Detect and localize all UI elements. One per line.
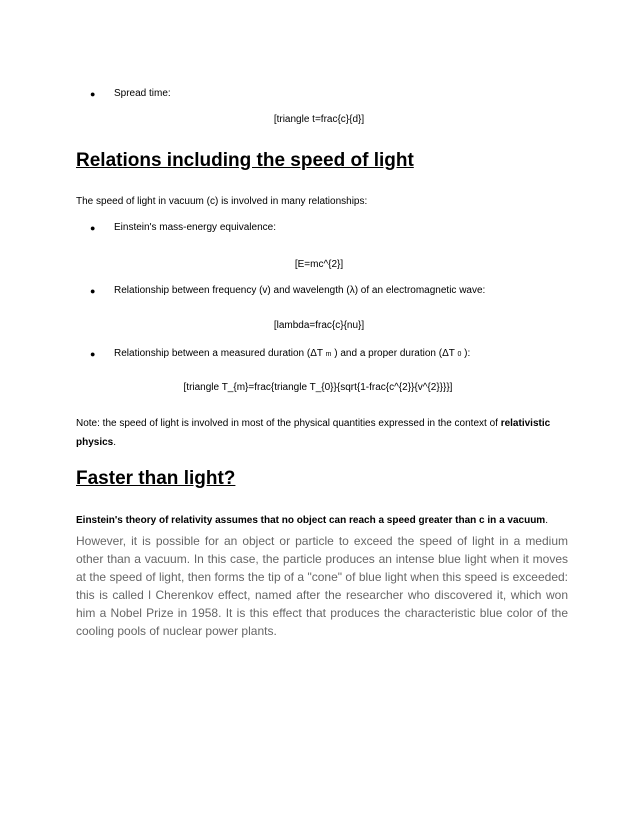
section-heading-relations: Relations including the speed of light [76, 150, 414, 171]
note-paragraph [76, 414, 562, 452]
note-bold-term: relativistic physics [76, 418, 551, 448]
bullet3-part-c: ): [464, 348, 471, 359]
bullet-icon: ● [90, 89, 96, 99]
formula-spread-time: [triangle t=frac{c}{d}] [273, 114, 365, 125]
bullet3-part-a: Relationship between a measured duration (ΔT [114, 348, 323, 359]
bold-sentence-line [76, 515, 548, 527]
bullet-icon: ● [90, 349, 96, 359]
relativity-bold-sentence: Einstein's theory of relativity assumes that no object can reach a speed greater than c in a vacuum [76, 515, 546, 526]
cherenkov-paragraph: However, it is possible for an object or particle to exceed the speed of light in a medium other than a vacuum. In this case, the particle produces an intense blue light when it moves at the speed of light, then forms the tip of a "cone" of blue light when this speed is exceeded: this is called l Cherenkov effect, named after the researcher who discovered it, which won him a Nobel Prize in 1958. It is this effect that produces the characteristic blue color of the cooling pools of nuclear power plants. [76, 534, 568, 638]
formula-time-dilation: [triangle T_{m}=frac{triangle T_{0}}{sqrt{1-frac{c^{2}}{v^{2}}}}] [183, 382, 453, 393]
bullet-text: Einstein's mass-energy equivalence: [114, 222, 276, 233]
note-suffix: . [113, 437, 117, 448]
formula-wavelength: [lambda=frac{c}{nu}] [273, 320, 365, 331]
bullet-icon: ● [90, 223, 96, 233]
section-heading-faster-than-light: Faster than light? [76, 468, 236, 489]
bold-sentence-suffix: . [545, 515, 548, 526]
bullet3-subscript-m: m [325, 351, 332, 358]
bullet3-part-b: ) and a proper duration (ΔT [334, 348, 455, 359]
note-text: Note: the speed of light is involved in most of the physical quantities expressed in the context of [76, 418, 498, 429]
bullet-text [114, 348, 470, 361]
bullet-text: Spread time: [114, 88, 171, 99]
bullet3-subscript-0: 0 [457, 351, 462, 358]
bullet-icon: ● [90, 286, 96, 296]
bullet-text: Relationship between frequency (v) and wavelength (λ) of an electromagnetic wave: [114, 285, 486, 296]
formula-mass-energy: [E=mc^{2}] [294, 259, 344, 270]
section-intro-text: The speed of light in vacuum (c) is involved in many relationships: [76, 196, 368, 207]
